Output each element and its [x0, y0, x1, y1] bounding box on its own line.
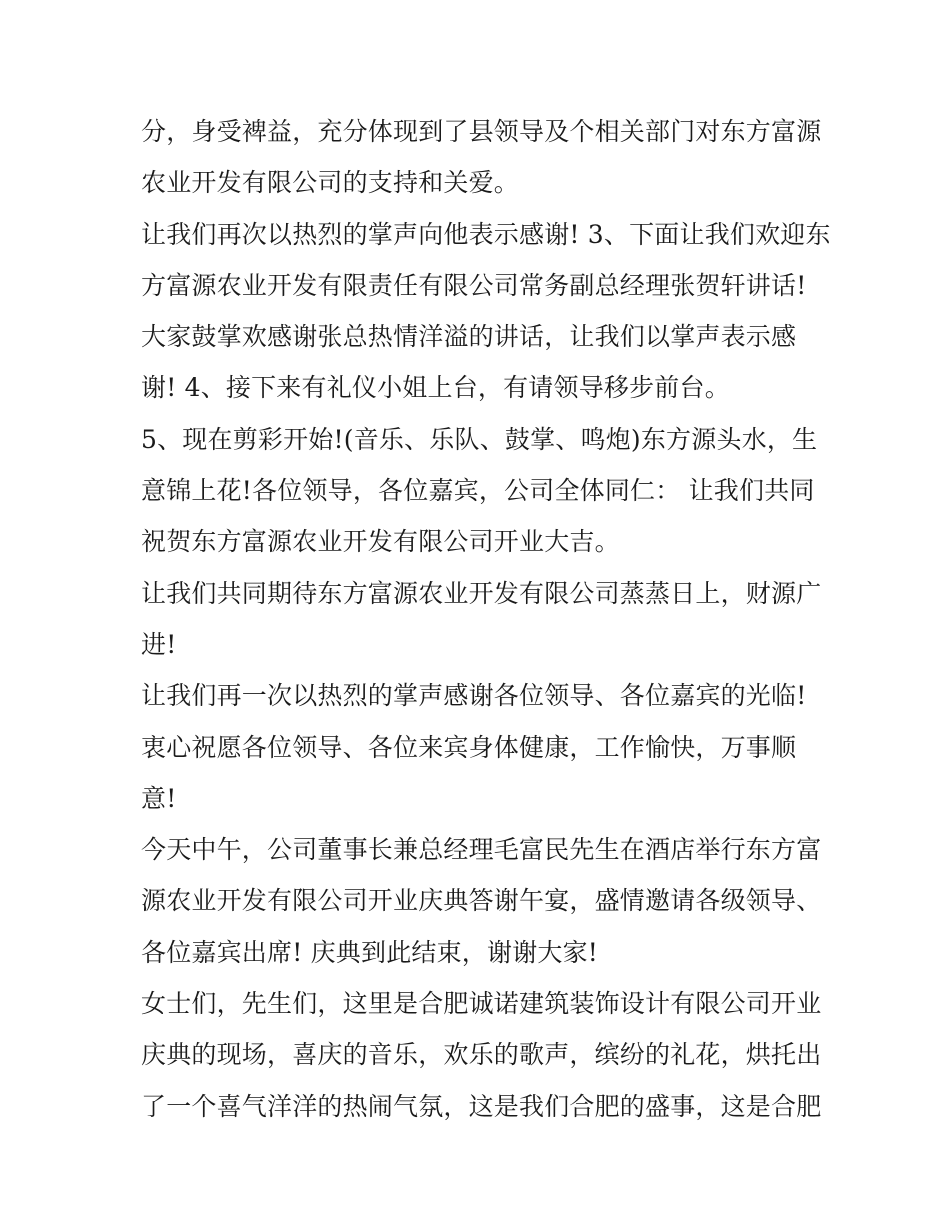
text-line: 让我们共同期待东方富源农业开发有限公司蒸蒸日上，财源广	[141, 578, 822, 608]
text-line: 分，身受裨益，充分体现到了县领导及个相关部门对东方富源	[141, 117, 822, 146]
document-body	[141, 106, 831, 1132]
text-line: 方富源农业开发有限责任有限公司常务副总经理张贺轩讲话!	[141, 270, 807, 300]
text-line: 祝贺东方富源农业开发有限公司开业大吉。	[141, 527, 620, 557]
text-line: 庆典的现场，喜庆的音乐，欢乐的歌声，缤纷的礼花，烘托出	[141, 1040, 822, 1070]
text-line: 让我们再一次以热烈的掌声感谢各位领导、各位嘉宾的光临!	[141, 681, 807, 711]
text-line: 各位嘉宾出席! 庆典到此结束，谢谢大家!	[141, 937, 599, 967]
text-line: 农业开发有限公司的支持和关爱。	[141, 168, 520, 198]
text-line: 谢! 4、接下来有礼仪小姐上台，有请领导移步前台。	[141, 373, 730, 403]
text-line: 今天中午，公司董事长兼总经理毛富民先生在酒店举行东方富	[141, 835, 822, 865]
text-line: 进!	[141, 629, 177, 659]
text-line: 衷心祝愿各位领导、各位来宾身体健康，工作愉快，万事顺	[141, 732, 797, 762]
text-line: 意锦上花!各位领导，各位嘉宾，公司全体同仁： 让我们共同	[141, 476, 815, 506]
text-line: 女士们，先生们，这里是合肥诚诺建筑装饰设计有限公司开业	[141, 989, 822, 1019]
text-line: 了一个喜气洋洋的热闹气氛，这是我们合肥的盛事，这是合肥	[141, 1091, 822, 1121]
text-line: 意!	[141, 783, 177, 813]
text-line: 源农业开发有限公司开业庆典答谢午宴，盛情邀请各级领导、	[141, 886, 822, 916]
text-line: 让我们再次以热烈的掌声向他表示感谢! 3、下面让我们欢迎东	[141, 219, 831, 249]
text-line: 大家鼓掌欢感谢张总热情洋溢的讲话，让我们以掌声表示感	[141, 322, 797, 352]
text-line: 5、现在剪彩开始!(音乐、乐队、鼓掌、鸣炮)东方源头水，生	[141, 424, 818, 454]
